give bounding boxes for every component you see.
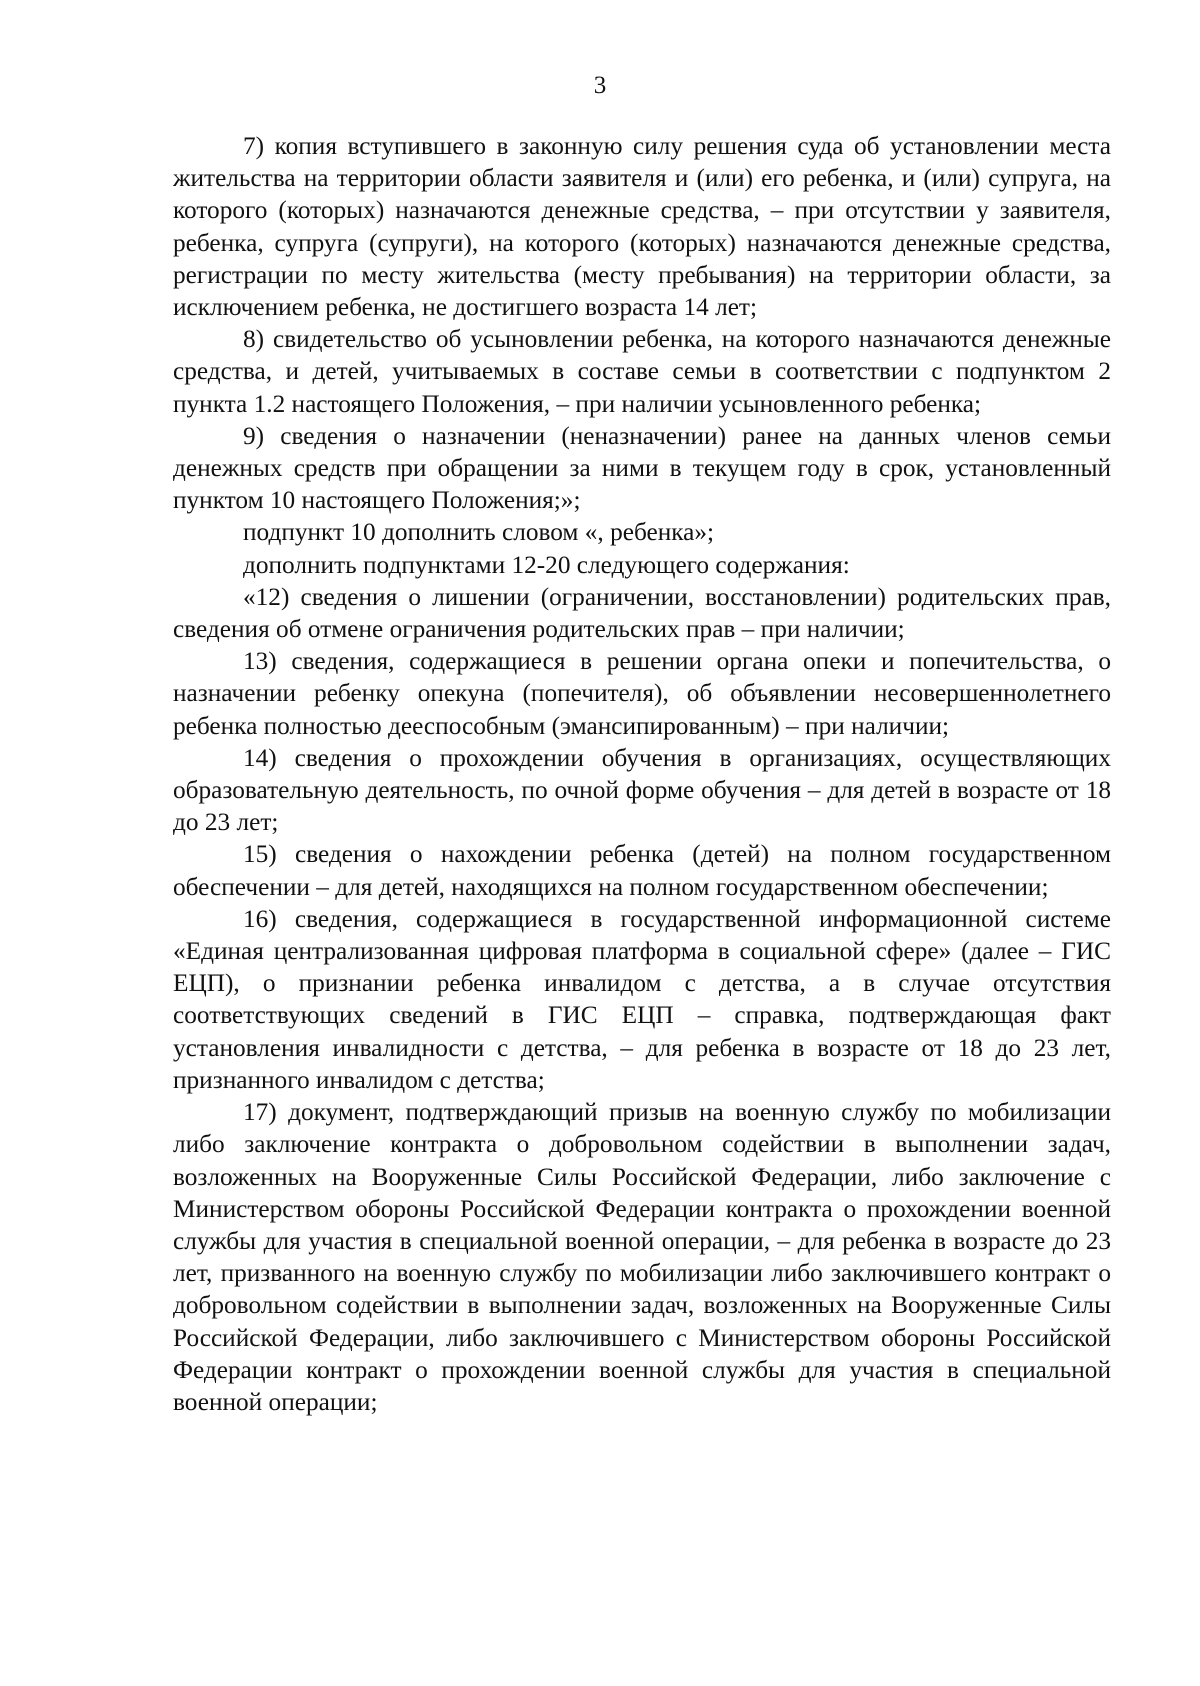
paragraph-item-12: «12) сведения о лишении (ограничении, восстановлении) родительских прав, сведения об отмене ограничения родительских прав – при наличии;: [173, 582, 1111, 644]
paragraph-item-7: 7) копия вступившего в законную силу решения суда об установлении места жительства на территории области заявителя и (или) его ребенка, и (или) супруга, на которого (которых) назначаются денежные средства, – при отсутствии у заявителя, ребенка, супруга (супруги), на которого (которых) назначаются денежные средства, регистрации по месту жительства (месту пребывания) на территории области, за исключением ребенка, не достигшего возраста 14 лет;: [173, 132, 1111, 322]
page-number: 3: [593, 72, 607, 99]
paragraph-item-15: 15) сведения о нахождении ребенка (детей) на полном государственном обеспечении – для детей, находящихся на полном государственном обеспечении;: [173, 840, 1111, 901]
paragraph-amendment-add-items: дополнить подпунктами 12-20 следующего содержания:: [243, 550, 850, 579]
paragraph-item-9: 9) сведения о назначении (неназначении) ранее на данных членов семьи денежных средств при обращении за ними в текущем году в срок, установленный пунктом 10 настоящего Положения;»;: [173, 421, 1111, 515]
paragraph-item-14: 14) сведения о прохождении обучения в организациях, осуществляющих образовательную деятельность, по очной форме обучения – для детей в возрасте от 18 до 23 лет;: [173, 743, 1111, 837]
paragraph-item-17: 17) документ, подтверждающий призыв на военную службу по мобилизации либо заключение контракта о добровольном содействии в выполнении задач, возложенных на Вооруженные Силы Российской Федерации, либо заключение с Министерством обороны Российской Федерации контракта о прохождении военной службы для участия в специальной военной операции, – для ребенка в возрасте до 23 лет, призванного на военную службу по мобилизации либо заключившего контракт о добровольном содействии в выполнении задач, возложенных на Вооруженные Силы Российской Федерации, либо заключившего с Министерством обороны Российской Федерации контракт о прохождении военной службы для участия в специальной военной операции;: [173, 1098, 1111, 1416]
paragraph-item-8: 8) свидетельство об усыновлении ребенка, на которого назначаются денежные средства, и детей, учитываемых в составе семьи в соответствии с подпунктом 2 пункта 1.2 настоящего Положения, – при наличии усыновленного ребенка;: [173, 325, 1111, 418]
paragraph-item-16: 16) сведения, содержащиеся в государственной информационной системе «Единая централизованная цифровая платформа в социальной сфере» (далее – ГИС ЕЦП), о признании ребенка инвалидом с детства, а в случае отсутствия соответствующих сведений в ГИС ЕЦП – справка, подтверждающая факт установления инвалидности с детства, – для ребенка в возрасте от 18 до 23 лет, признанного инвалидом с детства;: [173, 904, 1111, 1094]
paragraph-item-13: 13) сведения, содержащиеся в решении органа опеки и попечительства, о назначении ребенку опекуна (попечителя), об объявлении несовершеннолетнего ребенка полностью дееспособным (эмансипированным) – при наличии;: [173, 647, 1111, 740]
document-body: [173, 130, 1111, 1418]
paragraph-amendment-subitem-10: подпункт 10 дополнить словом «, ребенка»;: [243, 518, 715, 547]
